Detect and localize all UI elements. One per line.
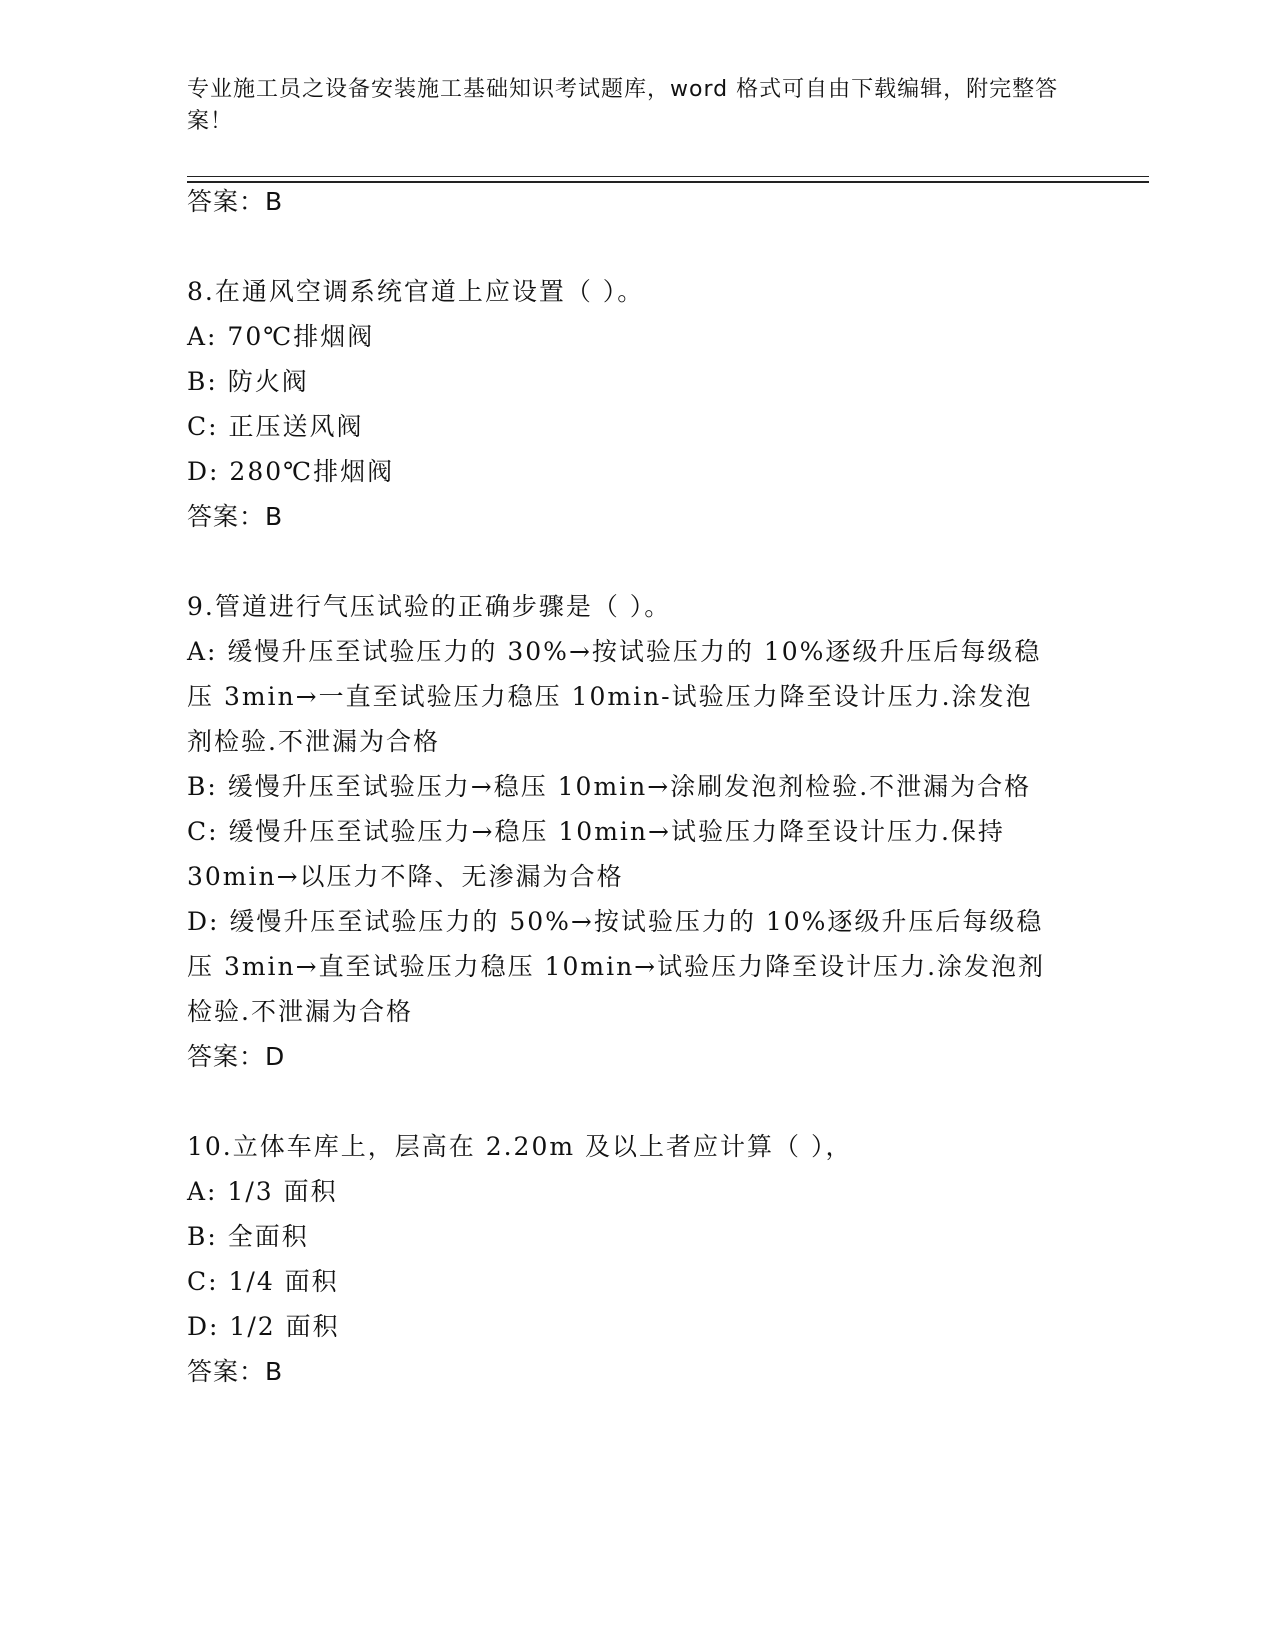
question-9-option-c-line-2: 30min→以压力不降、无渗漏为合格: [187, 862, 624, 891]
answer-8: 答案：B: [187, 502, 284, 531]
question-8-stem: 8.在通风空调系统官道上应设置（ ）。: [187, 277, 645, 306]
question-10-option-d: D: 1/2 面积: [187, 1312, 340, 1341]
question-9-option-d-line-1: D: 缓慢升压至试验压力的 50%→按试验压力的 10%逐级升压后每级稳: [187, 907, 1044, 936]
question-9-option-d-line-2: 压 3min→直至试验压力稳压 10min→试验压力降至设计压力.涂发泡剂: [187, 952, 1046, 981]
question-10-stem: 10.立体车库上，层高在 2.20m 及以上者应计算（ ），: [187, 1132, 853, 1161]
answer-7: 答案：B: [187, 187, 284, 216]
question-10-option-b: B: 全面积: [187, 1222, 309, 1251]
header-rule-thin: [187, 176, 1149, 177]
question-8-option-a: A: 70℃排烟阀: [187, 322, 375, 351]
question-8-option-d: D: 280℃排烟阀: [187, 457, 395, 486]
question-10-option-c: C: 1/4 面积: [187, 1267, 339, 1296]
question-9-option-a-line-3: 剂检验.不泄漏为合格: [187, 727, 440, 756]
question-9-option-d-line-3: 检验.不泄漏为合格: [187, 997, 413, 1026]
question-8-option-c: C: 正压送风阀: [187, 412, 364, 441]
question-9-option-a-line-2: 压 3min→一直至试验压力稳压 10min-试验压力降至设计压力.涂发泡: [187, 682, 1033, 711]
answer-9: 答案：D: [187, 1042, 286, 1071]
question-10-option-a: A: 1/3 面积: [187, 1177, 338, 1206]
question-9-option-b: B: 缓慢升压至试验压力→稳压 10min→涂刷发泡剂检验.不泄漏为合格: [187, 772, 1032, 801]
answer-10: 答案：B: [187, 1357, 284, 1386]
header-rule-thick: [187, 181, 1149, 183]
question-9-option-c-line-1: C: 缓慢升压至试验压力→稳压 10min→试验压力降至设计压力.保持: [187, 817, 1005, 846]
question-8-option-b: B: 防火阀: [187, 367, 309, 396]
question-9-option-a-line-1: A: 缓慢升压至试验压力的 30%→按试验压力的 10%逐级升压后每级稳: [187, 637, 1042, 666]
question-9-stem: 9.管道进行气压试验的正确步骤是（ ）。: [187, 592, 672, 621]
document-header: 专业施工员之设备安装施工基础知识考试题库，word 格式可自由下载编辑，附完整答案！: [187, 77, 1059, 134]
